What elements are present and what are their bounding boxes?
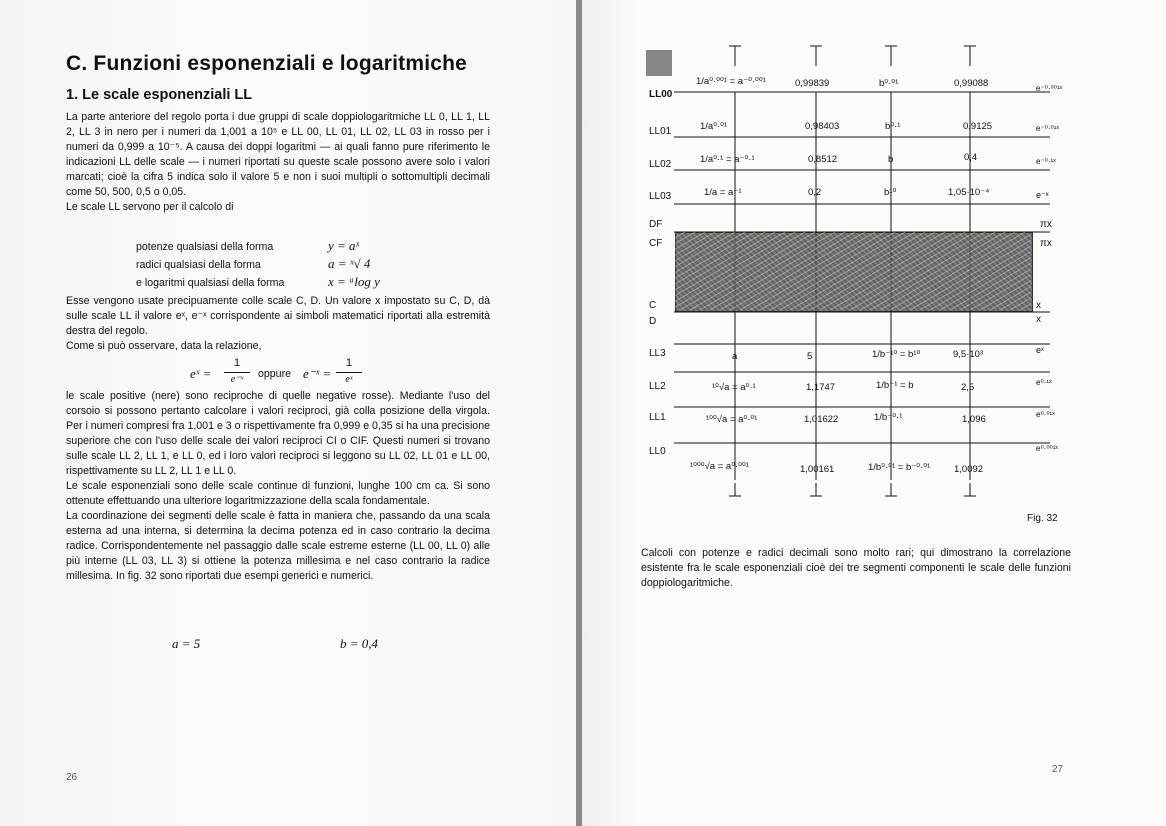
- scale-label-ll3: LL3: [649, 348, 666, 359]
- form-label: potenze qualsiasi della forma: [136, 241, 274, 253]
- scale-cell: 0,8512: [808, 154, 838, 165]
- scale-cell: ¹⁰√a = a⁰·¹: [712, 382, 756, 393]
- usage-text: [66, 294, 490, 354]
- figure-caption: Calcoli con potenze e radici decimali sono molto rari; qui dimostrano la correlazione esistente fra le scale esponenziali cioè dei tre segmenti componenti le scale delle funzioni doppiologaritmiche.: [641, 547, 1071, 589]
- scale-right-expr: e⁻⁰·⁰⁰¹ˣ: [1036, 84, 1063, 93]
- paragraph: Le scale LL servono per il calcolo di: [66, 201, 234, 213]
- scale-right-expr: e⁰·¹ˣ: [1036, 378, 1052, 387]
- form-label: e logaritmi qualsiasi della forma: [136, 277, 285, 289]
- scale-cell: ¹⁰⁰√a = a⁰·⁰¹: [706, 414, 758, 425]
- intro-text: [66, 110, 490, 215]
- scale-right-expr: x: [1036, 314, 1041, 325]
- left-page: [0, 0, 578, 826]
- scale-label-ll1: LL1: [649, 412, 666, 423]
- scale-right-expr: e⁰·⁰⁰¹ˣ: [1036, 444, 1059, 453]
- scale-right-expr: e⁻ˣ: [1036, 190, 1049, 200]
- form-row: [136, 259, 261, 271]
- relation-lhs: eˣ =: [190, 366, 212, 381]
- scale-cell: b⁰·¹: [885, 121, 901, 132]
- paragraph: Le scale esponenziali sono delle scale continue di funzioni, lunghe 100 cm ca. Si sono ottenute effettuando una ulteriore logaritmizzazione della scala fondamentale.: [66, 480, 490, 507]
- example-b: b = 0,4: [340, 636, 379, 651]
- paragraph: le scale positive (nere) sono reciproche di quelle negative rosse). Mediante l'uso del corsoio si possono pertanto calcolare i valori reciproci, già colla posizione della virgola. Per i numeri compresi fra 1,001 e 3 o rispettivamente fra 0,999 e 0,35 si ha una precisione superiore che con l'uso delle scale dei valori reciproci CI o CIF. Questi numeri si trovano sulle scale LL 2, LL 1, e LL 0, ed i loro valori reciproci si leggono su LL 02, LL 01 e LL 00, rispettivamente su LL 2, LL 1 e LL 0.: [66, 390, 490, 477]
- scale-label-ll00: LL00: [649, 89, 673, 100]
- scale-right-expr: eˣ: [1036, 345, 1044, 355]
- form-formula: y = aˣ: [328, 238, 360, 253]
- scale-cell: 1/a⁰·⁰¹: [700, 121, 728, 132]
- relation-oppure: oppure: [258, 368, 291, 380]
- scale-cell: ¹⁰⁰⁰√a = a⁰·⁰⁰¹: [690, 461, 749, 472]
- fraction-denominator: eˣ: [345, 374, 353, 385]
- scale-label-df: DF: [649, 219, 663, 230]
- scale-label-cf: CF: [649, 238, 663, 249]
- scale-label-ll0: LL0: [649, 446, 666, 457]
- scale-right-expr: πx: [1040, 219, 1052, 230]
- scale-right-expr: x: [1036, 300, 1041, 311]
- scale-label-d: D: [649, 316, 657, 327]
- scale-right-expr: e⁻⁰·¹ˣ: [1036, 157, 1056, 166]
- scale-cell: 1,00161: [800, 464, 835, 475]
- scale-cell: 1/b⁰·⁰¹ = b⁻⁰·⁰¹: [868, 462, 931, 473]
- scale-cell: 1/b⁻¹ = b: [876, 380, 914, 391]
- relation-mid: e⁻ˣ =: [303, 366, 332, 381]
- scale-cell: 1,096: [962, 414, 986, 425]
- scale-right-expr: e⁰·⁰¹ˣ: [1036, 410, 1055, 419]
- fraction-numerator: 1: [345, 357, 353, 369]
- scale-cell: b⁰·⁰¹: [879, 78, 899, 89]
- scale-cell: 1,01622: [804, 414, 839, 425]
- form-formula: a = ˣ√ 4: [328, 256, 371, 271]
- scale-cell: 1/a = a⁻¹: [704, 187, 742, 198]
- scale-cell: 0,4: [964, 152, 978, 163]
- fraction-numerator: 1: [233, 357, 241, 369]
- scale-cell: 1/a⁰·⁰⁰¹ = a⁻⁰·⁰⁰¹: [696, 76, 766, 87]
- paragraph: La parte anteriore del regolo porta i due gruppi di scale doppiologaritmiche LL 0, LL 1, LL 2, LL 3 in nero per i numeri da 1,001 a 10⁵ e LL 00, LL 01, LL 02, LL 03 in rosso per i numeri da 0,999 a 10⁻⁵. A causa dei doppi logaritmi — ai quali fanno pure riferimento le indicazioni LL delle scale — i numeri riportati su queste scale possono avere solo i valori marcati; cioè la cifra 5 indica solo il valore 5 e non i suoi multipli o sottomultipli decimali come 50, 500, 0,5 o 0,05.: [66, 111, 490, 198]
- scale-cell: 2,5: [961, 382, 975, 393]
- scale-cell: 1/a⁰·¹ = a⁻⁰·¹: [700, 154, 755, 165]
- scale-label-ll03: LL03: [649, 191, 672, 202]
- scale-right-expr: πx: [1040, 238, 1052, 249]
- scale-right-expr: e⁻⁰·⁰¹ˣ: [1036, 124, 1060, 133]
- scale-cell: 1,0092: [954, 464, 984, 475]
- scale-cell: 5: [807, 351, 813, 362]
- subsection-title: 1. Le scale esponenziali LL: [66, 87, 253, 103]
- scale-cell: 0,9125: [963, 121, 993, 132]
- scale-cell: 0,99088: [954, 78, 989, 89]
- scale-cell: 1,1747: [806, 382, 836, 393]
- scale-cell: b: [888, 154, 894, 165]
- slide-texture-overlay: [675, 232, 1031, 310]
- paragraph: La coordinazione dei segmenti delle scale è fatta in maniera che, passando da una scala esterna ad una interna, si determina la decima potenza ed in caso contrario la decima radice. Corrispondentemente nel passaggio dalle scale estreme esterne (LL 00, LL 0) alle più interne (LL 03, LL 3) si ottiene la potenza millesima e nel caso contrario la radice millesima. In fig. 32 sono riportati due esempi generici e numerici.: [66, 510, 490, 582]
- fraction-denominator: e⁻ˣ: [230, 374, 244, 385]
- explanation-text: [66, 389, 490, 584]
- example-a: a = 5: [172, 636, 201, 651]
- scale-cell: a: [732, 351, 738, 362]
- form-row: [136, 241, 273, 253]
- form-row: [136, 277, 284, 289]
- scale-cell: 0,2: [808, 187, 822, 198]
- scale-label-c: C: [649, 300, 657, 311]
- scale-cell: 0,99839: [795, 78, 830, 89]
- paragraph: Esse vengono usate precipuamente colle scale C, D. Un valore x impostato su C, D, dà sulle scale LL il valore eˣ, e⁻ˣ corrispondente ai simboli matematici riportati alla estremità destra del regolo.: [66, 295, 490, 337]
- scale-cell: 1/b⁻¹⁰ = b¹⁰: [872, 349, 921, 360]
- page-number-left: 26: [66, 772, 78, 783]
- scale-cell: 1/b⁻⁰·¹: [874, 412, 903, 423]
- form-formula: x = ᵃlog y: [328, 274, 380, 289]
- scale-label-ll01: LL01: [649, 126, 672, 137]
- section-title: C. Funzioni esponenziali e logaritmiche: [66, 52, 468, 75]
- scale-cell: 9,5·10³: [953, 349, 984, 360]
- scale-cell: b¹⁰: [884, 187, 897, 198]
- form-label: radici qualsiasi della forma: [136, 259, 261, 271]
- scale-label-ll2: LL2: [649, 381, 666, 392]
- fraction-bar: [336, 372, 362, 373]
- scale-cell: 0,98403: [805, 121, 840, 132]
- fraction-bar: [224, 372, 250, 373]
- figure-label: Fig. 32: [1027, 513, 1058, 524]
- scale-cell: 1,05·10⁻⁴: [948, 187, 990, 198]
- page-number-right: 27: [1052, 764, 1064, 775]
- paragraph: Come si può osservare, data la relazione,: [66, 340, 262, 352]
- scale-label-ll02: LL02: [649, 159, 672, 170]
